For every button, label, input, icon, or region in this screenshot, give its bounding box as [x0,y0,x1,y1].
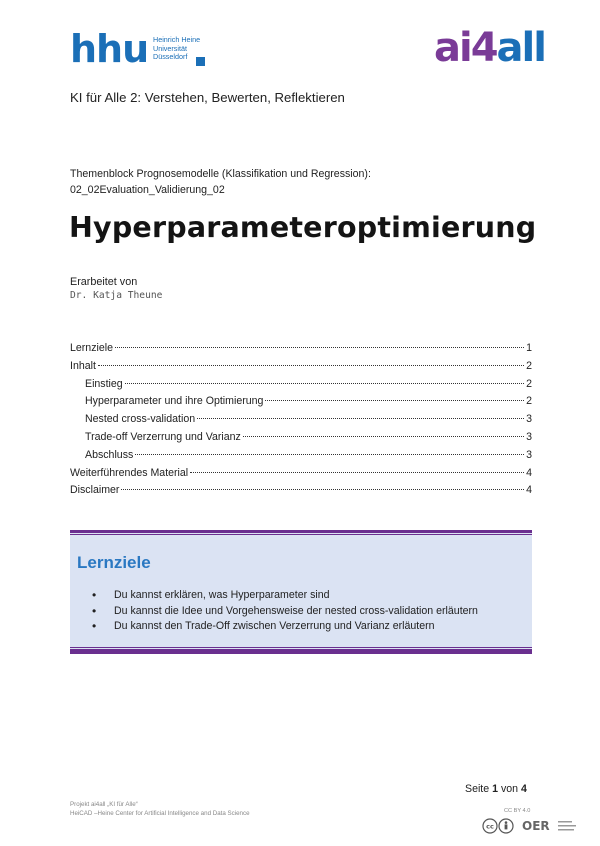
hhu-logo [70,27,230,72]
toc-entry-einstieg[interactable]: Einstieg 2 [85,377,532,390]
cc-label: cc [486,822,494,831]
goals-border-top [70,530,532,533]
theme-line-2: 02_02Evaluation_Validierung_02 [70,183,225,196]
toc-entry-inhalt[interactable]: Inhalt 2 [70,359,532,372]
theme-block [70,167,371,198]
goals-border-top-thin [70,534,532,535]
table-of-contents [70,342,532,502]
hhu-logo-word: hhu [70,27,149,71]
license-text: CC BY 4.0 [504,808,531,814]
list-item: • Du kannst erklären, was Hyperparameter sind [92,588,478,604]
course-title: KI für Alle 2: Verstehen, Bewerten, Reflektieren [70,90,345,105]
goals-border-bottom [70,649,532,654]
toc-entry-lernziele[interactable]: Lernziele 1 [70,342,532,354]
learning-goals-list [92,588,478,635]
learning-goals-box [70,530,532,654]
toc-entry-disclaimer[interactable]: Disclaimer 4 [70,484,532,497]
list-item: • Du kannst die Idee und Vorgehensweise der nested cross-validation erläutern [92,604,478,620]
learning-goals-heading: Lernziele [77,553,151,572]
toc-entry-hyperparameter[interactable]: Hyperparameter und ihre Optimierung 2 [85,395,532,408]
footer [70,801,250,818]
hhu-logo-text: Heinrich Heine Universität Düsseldorf [153,35,201,62]
goals-border-bottom-thin [70,647,532,648]
toc-entry-nested-cv[interactable]: Nested cross-validation 3 [85,413,532,426]
document-title: Hyperparameteroptimierung [69,211,537,244]
theme-line-1: Themenblock Prognosemodelle (Klassifikation und Regression): [70,168,371,180]
oer-logo-icon [522,816,582,836]
list-item: • Du kannst den Trade-Off zwischen Verzerrung und Varianz erläutern [92,619,478,635]
ai4all-logo-part2: all [496,25,545,71]
page-number: Seite 1 von 4 [465,783,527,795]
toc-entry-abschluss[interactable]: Abschluss 3 [85,448,532,461]
footer-line-1: Projekt ai4all „KI für Alle“ [70,801,138,808]
ai4all-logo [434,25,546,71]
toc-entry-material[interactable]: Weiterführendes Material 4 [70,466,532,479]
oer-label: OER [522,819,550,833]
author-label: Erarbeitet von [70,276,138,288]
footer-line-2: HeiCAD –Heine Center for Artificial Intelligence and Data Science [70,809,250,817]
cc-by-icon [482,818,522,834]
author-name: Dr. Katja Theune [70,290,163,301]
toc-entry-trade-off[interactable]: Trade-off Verzerrung und Varianz 3 [85,430,532,443]
ai4all-logo-part1: ai4 [434,25,497,71]
